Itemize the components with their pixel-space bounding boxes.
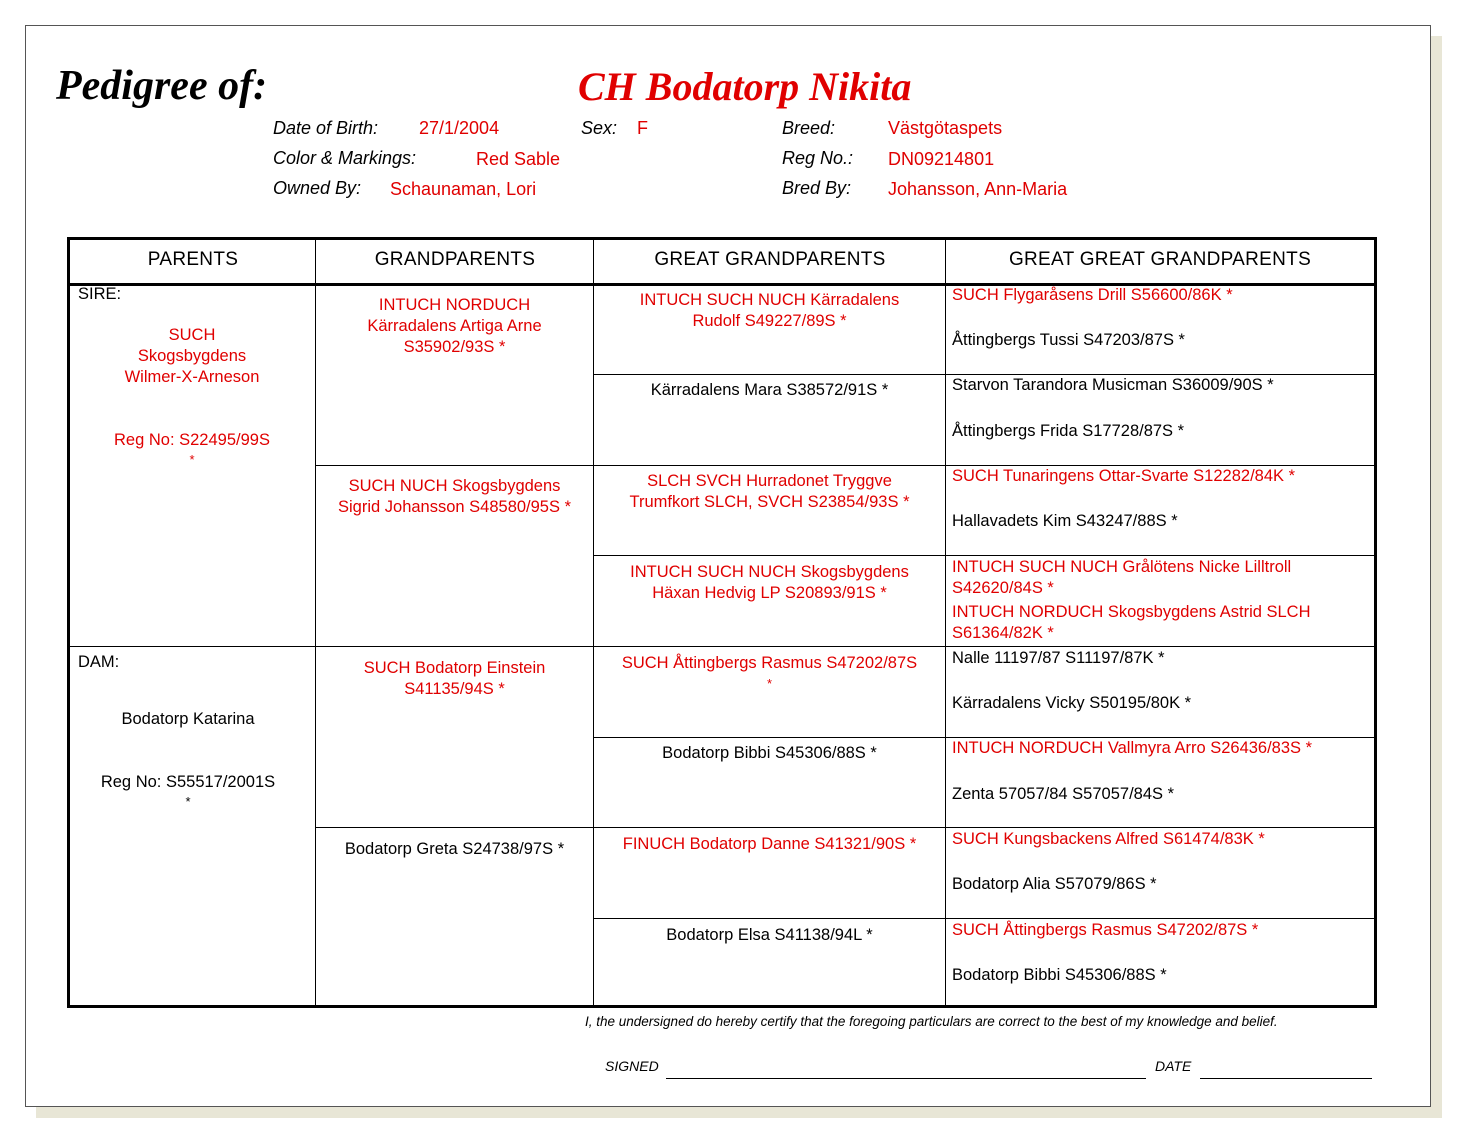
ggg-entry: SUCH Flygaråsens Drill S56600/86K * [952, 286, 1233, 304]
ggg-line: S61364/82K * [952, 624, 1054, 642]
great-grandparent-entry [594, 834, 945, 855]
column-header-great-grandparents: GREAT GRANDPARENTS [594, 240, 946, 286]
grandparent-line: Sigrid Johansson S48580/95S * [338, 498, 571, 516]
ggg-entry: Zenta 57057/84 S57057/84S * [952, 785, 1175, 803]
ggg-line: S42620/84S * [952, 579, 1054, 597]
grandparent-line: INTUCH NORDUCH [378, 296, 531, 314]
ggg-entry: Starvon Tarandora Musicman S36009/90S * [952, 376, 1274, 394]
sire-entry [70, 325, 314, 388]
grandparent-line: S35902/93S * [403, 338, 506, 356]
owner-value: Schaunaman, Lori [390, 179, 537, 199]
color-label: Color & Markings: [273, 148, 417, 168]
grandparent-line: SUCH NUCH Skogsbygdens [348, 477, 561, 495]
ggg-line: INTUCH NORDUCH Skogsbygdens Astrid SLCH [952, 603, 1311, 621]
great-grandparent-line: Trumfkort SLCH, SVCH S23854/93S * [629, 493, 910, 511]
ggg-entry: Kärradalens Vicky S50195/80K * [952, 694, 1192, 712]
sire-title: SUCH [168, 326, 216, 344]
ggg-entry: SUCH Åttingbergs Rasmus S47202/87S * [952, 921, 1259, 939]
date-line[interactable] [1200, 1078, 1372, 1079]
great-grandparent-line: * [766, 676, 773, 691]
great-grandparent-line: Rudolf S49227/89S * [692, 312, 847, 330]
ggg-entry: SUCH Tunaringens Ottar-Svarte S12282/84K * [952, 467, 1296, 485]
sire-registration [70, 431, 314, 469]
color-value: Red Sable [476, 149, 561, 169]
dam-reg: Reg No: S55517/2001S [100, 773, 276, 791]
signed-label: SIGNED [605, 1058, 659, 1074]
sex-label: Sex: [581, 118, 618, 138]
date-label: DATE [1155, 1058, 1192, 1074]
ggg-line: INTUCH SUCH NUCH Grålötens Nicke Lilltroll [952, 558, 1292, 576]
dam-label: DAM: [78, 653, 120, 671]
grandparent-entry [316, 476, 593, 518]
divider [594, 918, 1374, 919]
owner-label: Owned By: [273, 178, 362, 198]
grandparent-line: SUCH Bodatorp Einstein [363, 659, 546, 677]
great-grandparent-line: SLCH SVCH Hurradonet Tryggve [647, 472, 892, 490]
ggg-entry: Hallavadets Kim S43247/88S * [952, 512, 1178, 530]
grandparent-line: Kärradalens Artiga Arne [367, 317, 542, 335]
page-title-label: Pedigree of: [56, 63, 268, 109]
grandparent-entry [316, 658, 593, 700]
reg-label: Reg No.: [782, 148, 854, 168]
dob-value: 27/1/2004 [419, 118, 500, 138]
dog-name: CH Bodatorp Nikita [578, 64, 912, 109]
divider [316, 827, 1374, 828]
divider [945, 240, 946, 1005]
great-grandparent-line: Bodatorp Elsa S41138/94L * [666, 926, 873, 944]
dob-label: Date of Birth: [273, 118, 379, 138]
pedigree-sheet [25, 25, 1431, 1107]
divider [594, 555, 1374, 556]
great-grandparent-entry [594, 925, 945, 946]
great-grandparent-entry [594, 743, 945, 764]
great-grandparent-line: INTUCH SUCH NUCH Kärradalens [639, 291, 900, 309]
ggg-entry: SUCH Kungsbackens Alfred S61474/83K * [952, 830, 1265, 848]
grandparent-entry [316, 295, 593, 358]
great-grandparent-entry [594, 380, 945, 401]
great-grandparent-entry [594, 290, 945, 332]
reg-value: DN09214801 [888, 149, 995, 169]
breed-label: Breed: [782, 118, 836, 138]
ggg-entry [952, 602, 1311, 644]
ggg-entry: Nalle 11197/87 S11197/87K * [952, 649, 1165, 667]
great-grandparent-line: Bodatorp Bibbi S45306/88S * [662, 744, 877, 762]
grandparent-entry [316, 839, 593, 860]
pedigree-table [67, 237, 1377, 1008]
grandparent-line: S41135/94S * [404, 680, 505, 698]
sire-mark: * [189, 452, 195, 467]
great-grandparent-line: SUCH Åttingbergs Rasmus S47202/87S [621, 654, 918, 672]
sire-reg: Reg No: S22495/99S [114, 431, 270, 449]
ggg-entry: Åttingbergs Frida S17728/87S * [952, 422, 1185, 440]
ggg-entry: Åttingbergs Tussi S47203/87S * [952, 331, 1185, 349]
breeder-label: Bred By: [782, 178, 852, 198]
great-grandparent-line: Häxan Hedvig LP S20893/91S * [652, 584, 887, 602]
great-grandparent-line: FINUCH Bodatorp Danne S41321/90S * [622, 835, 917, 853]
breeder-value: Johansson, Ann-Maria [888, 179, 1068, 199]
dam-name: Bodatorp Katarina [121, 710, 255, 728]
great-grandparent-line: Kärradalens Mara S38572/91S * [650, 381, 889, 399]
ggg-entry: Bodatorp Bibbi S45306/88S * [952, 966, 1167, 984]
great-grandparent-line: INTUCH SUCH NUCH Skogsbygdens [630, 563, 909, 581]
signature-line[interactable] [666, 1078, 1146, 1079]
dam-mark: * [185, 794, 191, 809]
ggg-entry: Bodatorp Alia S57079/86S * [952, 875, 1157, 893]
divider [70, 646, 1374, 647]
certification-text: I, the undersigned do hereby certify that the foregoing particulars are correct to the best of my knowledge and belief. [585, 1014, 1278, 1029]
ggg-entry: INTUCH NORDUCH Vallmyra Arro S26436/83S * [952, 739, 1313, 757]
column-header-grandparents: GRANDPARENTS [316, 240, 594, 286]
grandparent-line: Bodatorp Greta S24738/97S * [344, 840, 565, 858]
sire-name: Skogsbygdens [137, 347, 247, 365]
great-grandparent-entry [594, 562, 945, 604]
ggg-entry [952, 557, 1291, 599]
great-grandparent-entry [594, 653, 945, 693]
column-header-great-great-grandparents: GREAT GREAT GRANDPARENTS [946, 240, 1374, 286]
breed-value: Västgötaspets [888, 118, 1003, 138]
column-header-parents: PARENTS [70, 240, 316, 286]
dam-registration [70, 773, 306, 811]
divider [593, 240, 594, 1005]
sire-label: SIRE: [78, 285, 122, 303]
great-grandparent-entry [594, 471, 945, 513]
sex-value: F [637, 118, 648, 138]
sire-name: Wilmer-X-Arneson [124, 368, 260, 386]
